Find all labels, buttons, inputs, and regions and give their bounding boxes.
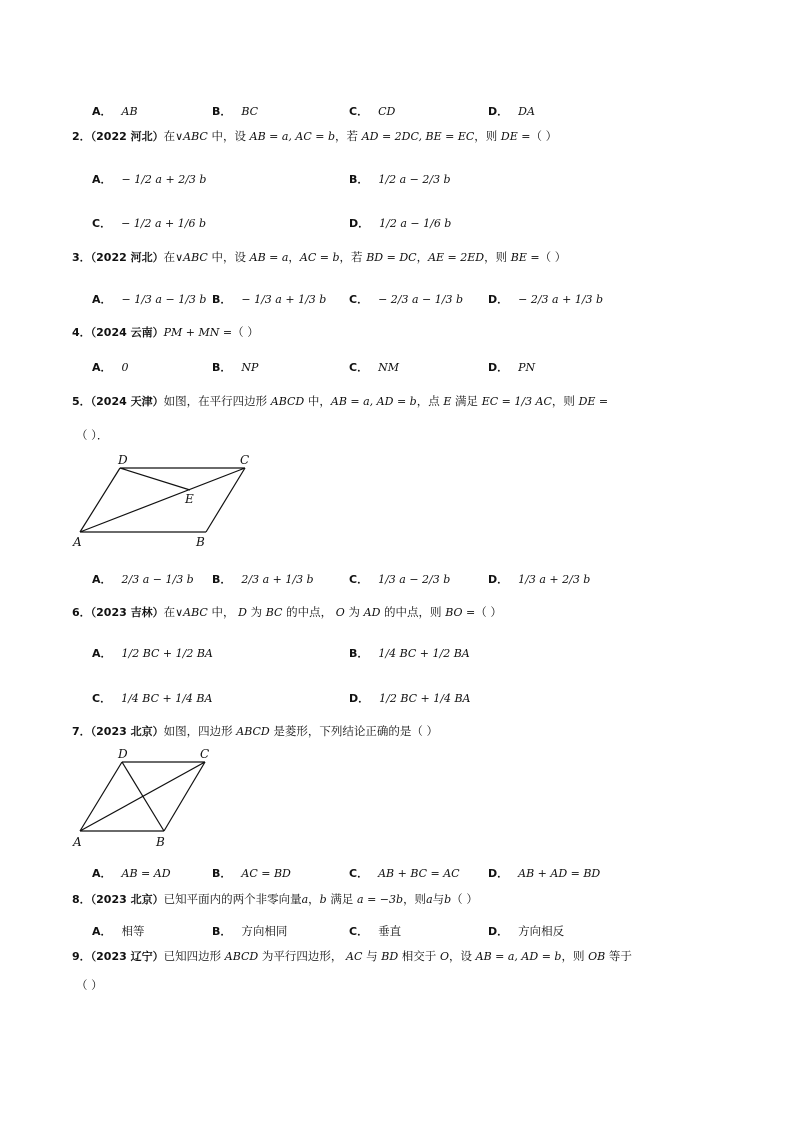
option-value: DA [518,105,535,118]
stem-math: BC [265,606,283,619]
stem-text: ，若 [339,250,367,264]
stem-text: 中， [304,394,331,408]
stem-math: a [426,893,433,906]
stem-math: AB = a, AC = b [249,130,336,143]
option-label: D． [488,293,509,306]
question-stem [72,129,557,144]
stem-math: BO = [445,606,476,619]
q6-option-c[interactable] [92,687,212,706]
stem-text: （ ） [232,325,259,339]
option-label: B． [212,293,232,306]
option-label: A． [92,573,112,586]
q7-option-b[interactable] [212,862,291,881]
option-label: B． [349,173,369,186]
q1-options [0,96,794,118]
q2-option-c[interactable] [92,212,206,231]
stem-text: ，则 [484,250,511,264]
option-label: C． [349,105,369,118]
stem-text: ，点 [416,394,444,408]
question-number: 4． [72,326,91,339]
stem-text: 中， [207,605,239,619]
q2-stem [0,125,794,147]
label-c: C [240,453,250,467]
q3-option-a[interactable] [92,288,206,307]
question-number: 6． [72,606,91,619]
edge-da [80,762,122,831]
question-stem [72,394,608,409]
option-value: 1/3 a − 2/3 b [378,573,451,586]
question-source: （2023 北京） [90,893,164,906]
stem-math: b [319,893,327,906]
option-label: A． [92,293,112,306]
option-label: D． [488,925,509,938]
q6-option-d[interactable] [349,687,470,706]
stem-text: 如图，四边形 [163,724,237,738]
stem-text: 在 [163,605,176,619]
option-label: B． [212,361,232,374]
option-value: 1/3 a + 2/3 b [518,573,591,586]
option-value: 方向相同 [241,924,288,938]
question-source: （2023 辽宁） [90,950,164,963]
option-label: D． [488,573,509,586]
q1-option-d[interactable] [488,100,535,119]
stem-text: 满足 [326,892,358,906]
q2-option-b[interactable] [349,168,451,187]
q7-option-a[interactable] [92,862,171,881]
question-number: 8． [72,893,91,906]
option-value: − 2/3 a + 1/3 b [518,293,604,306]
stem-text: 为 [246,605,266,619]
label-a: A [73,535,82,549]
stem-math: ABCD [236,725,270,738]
q4-stem [0,321,794,343]
option-value: − 1/2 a + 2/3 b [121,173,207,186]
stem-text: 已知四边形 [163,949,225,963]
option-value: 相等 [121,924,145,938]
question-source: （2023 北京） [90,725,164,738]
q1-option-b[interactable] [212,100,258,119]
option-value: − 1/3 a − 1/3 b [121,293,207,306]
stem-text: （ ） [451,892,478,906]
q3-stem [0,246,794,268]
question-number: 9． [72,950,91,963]
stem-text: （ ） [539,250,567,264]
option-label: A． [92,925,112,938]
q2-options-row2 [0,208,794,230]
stem-text: ， [416,250,429,264]
option-value: − 2/3 a − 1/3 b [378,293,464,306]
option-value: AB + AD = BD [518,867,601,880]
option-value: AB = AD [121,867,171,880]
option-label: D． [488,361,509,374]
option-value: 1/2 BC + 1/2 BA [121,647,213,660]
stem-math: DE = [578,395,609,408]
question-number: 2． [72,130,91,143]
option-value: PN [518,361,536,374]
question-stem [72,724,438,739]
stem-math: AB = a, AD = b [330,395,417,408]
q3-option-c[interactable] [349,288,463,307]
label-a: A [73,835,82,849]
option-value: 1/2 a − 1/6 b [379,217,452,230]
q3-option-b[interactable] [212,288,326,307]
q6-options-row2 [0,683,794,705]
label-e: E [185,492,194,506]
stem-math: EC = 1/3 AC [481,395,552,408]
q5-option-b[interactable] [212,568,314,587]
stem-math: BE = [510,251,540,264]
question-source: （2022 河北） [90,130,164,143]
q9-stem [0,945,794,967]
stem-text: （ ） [475,605,502,619]
question-stem [72,605,502,620]
option-value: BC [241,105,259,118]
question-number: 5． [72,395,91,408]
option-value: − 1/2 a + 1/6 b [121,217,207,230]
q5-option-d[interactable] [488,568,590,587]
stem-math: DE = [500,130,531,143]
stem-text: ，则 [551,394,579,408]
question-number: 7． [72,725,91,738]
q8-option-c[interactable] [349,920,401,939]
q4-option-c[interactable] [349,356,399,375]
q4-option-a[interactable] [92,356,129,375]
q8-option-d[interactable] [488,920,564,939]
stem-text: ，则 [403,892,427,906]
q5-stem [0,390,794,412]
option-value: CD [378,105,396,118]
diagonal-bd [122,762,164,831]
stem-math: BD = DC [366,251,417,264]
question-source: （2024 天津） [90,395,164,408]
option-value: 0 [121,361,129,374]
stem-text: 与 [432,892,445,906]
stem-text: ， [288,250,300,264]
stem-text: ， [308,892,320,906]
stem-math: PM + MN = [163,326,233,339]
stem-text: （ ）． [76,428,109,442]
q4-options [0,352,794,374]
option-label: C． [349,867,369,880]
stem-text: ，则 [561,949,589,963]
stem-math: ∨ABC [175,130,208,143]
question-stem [72,892,478,907]
option-value: 1/4 BC + 1/2 BA [378,647,470,660]
q7-options [0,858,794,880]
stem-text: 为平行四边形， [258,949,347,963]
label-d: D [118,747,128,761]
question-source: （2023 吉林） [90,606,164,619]
stem-text: 在 [163,250,176,264]
option-value: 1/2 BC + 1/4 BA [379,692,471,705]
stem-math: AB = a [249,251,289,264]
q6-stem [0,601,794,623]
option-value: NP [241,361,259,374]
q9-stem-cont [0,974,794,996]
q7-option-c[interactable] [349,862,460,881]
label-d: D [118,453,128,467]
option-label: A． [92,361,112,374]
option-label: C． [349,573,369,586]
option-label: B． [212,573,232,586]
q6-options-row1 [0,638,794,660]
option-value: AB [121,105,138,118]
option-value: − 1/3 a + 1/3 b [241,293,327,306]
option-value: 2/3 a − 1/3 b [121,573,194,586]
option-label: C． [92,692,112,705]
q8-options [0,916,794,938]
option-label: A． [92,647,112,660]
option-label: C． [349,293,369,306]
q4-option-b[interactable] [212,356,258,375]
option-value: 1/4 BC + 1/4 BA [121,692,213,705]
q8-option-a[interactable] [92,920,145,939]
q2-options-row1 [0,164,794,186]
option-value: AB + BC = AC [378,867,460,880]
q5-option-c[interactable] [349,568,450,587]
option-label: A． [92,173,112,186]
q1-option-a[interactable] [92,100,138,119]
stem-math: O [439,950,449,963]
option-value: 方向相反 [518,924,565,938]
stem-text: 是菱形，下列结论正确的是（ ） [269,724,439,738]
option-label: C． [349,925,369,938]
stem-math: a [301,893,309,906]
q1-option-c[interactable] [349,100,395,119]
stem-text: 的中点， [282,605,336,619]
q2-option-a[interactable] [92,168,206,187]
q6-option-a[interactable] [92,642,213,661]
stem-math: AB = a, AD = b [475,950,562,963]
stem-math: O [335,606,345,619]
option-label: B． [212,105,232,118]
edge-da [80,468,120,532]
q3-options [0,284,794,306]
stem-math: AE = 2ED [428,251,485,264]
q8-stem [0,888,794,910]
stem-text: 满足 [451,394,482,408]
stem-math: AD = 2DC, BE = EC [361,130,475,143]
stem-math: AD [363,606,381,619]
stem-text: 如图，在平行四边形 [163,394,271,408]
question-stem [72,949,632,964]
option-label: D． [488,105,509,118]
stem-math: OB [588,950,606,963]
stem-text: ，若 [335,129,362,143]
option-label: D． [349,217,370,230]
option-label: C． [349,361,369,374]
label-b: B [196,535,205,549]
stem-math: ∨ABC [175,251,208,264]
option-label: A． [92,105,112,118]
q7-rhombus-figure [70,745,220,850]
segment-de [120,468,190,490]
stem-text: 中，设 [207,250,250,264]
question-source: （2022 河北） [90,251,164,264]
question-stem [72,250,566,265]
option-value: 垂直 [378,924,402,938]
diagonal-ac [80,468,245,532]
q5-parallelogram-figure [70,450,260,550]
stem-text: （ ） [530,129,558,143]
stem-math: a = −3b [357,893,404,906]
option-label: B． [212,867,232,880]
stem-text: 为 [344,605,364,619]
stem-text: ，设 [448,949,476,963]
stem-text: 的中点，则 [380,605,446,619]
label-b: B [156,835,165,849]
option-label: B． [212,925,232,938]
stem-text: 等于 [605,949,632,963]
stem-text: 在 [163,129,176,143]
stem-text: 相交于 [398,949,440,963]
stem-text: 已知平面内的两个非零向量 [163,892,302,906]
stem-math: AC [346,950,363,963]
stem-text: 与 [362,949,382,963]
stem-math: b [444,893,452,906]
option-value: 1/2 a − 2/3 b [378,173,451,186]
q8-option-b[interactable] [212,920,287,939]
option-label: D． [349,692,370,705]
q5-stem-cont [0,424,794,446]
stem-math: AC = b [299,251,340,264]
option-label: D． [488,867,509,880]
stem-math: ABCD [270,395,305,408]
q4-option-d[interactable] [488,356,535,375]
stem-text: （ ） [76,978,103,992]
stem-math: ABCD [224,950,259,963]
edge-bc [206,468,245,532]
q2-option-d[interactable] [349,212,451,231]
question-number: 3． [72,251,91,264]
option-label: A． [92,867,112,880]
stem-math: D [238,606,247,619]
q5-option-a[interactable] [92,568,194,587]
stem-math: ∨ABC [175,606,208,619]
question-stem [72,325,259,340]
stem-math: E [443,395,452,408]
option-value: AC = BD [241,867,291,880]
q3-option-d[interactable] [488,288,603,307]
option-value: NM [378,361,399,374]
edge-bc [164,762,205,831]
q5-options [0,564,794,586]
question-source: （2024 云南） [90,326,164,339]
label-c: C [200,747,210,761]
stem-text: 中，设 [207,129,250,143]
q7-stem [0,720,794,742]
stem-text: ，则 [474,129,501,143]
option-label: C． [92,217,112,230]
option-label: B． [349,647,369,660]
q6-option-b[interactable] [349,642,470,661]
option-value: 2/3 a + 1/3 b [241,573,314,586]
q7-option-d[interactable] [488,862,600,881]
stem-math: BD [381,950,399,963]
